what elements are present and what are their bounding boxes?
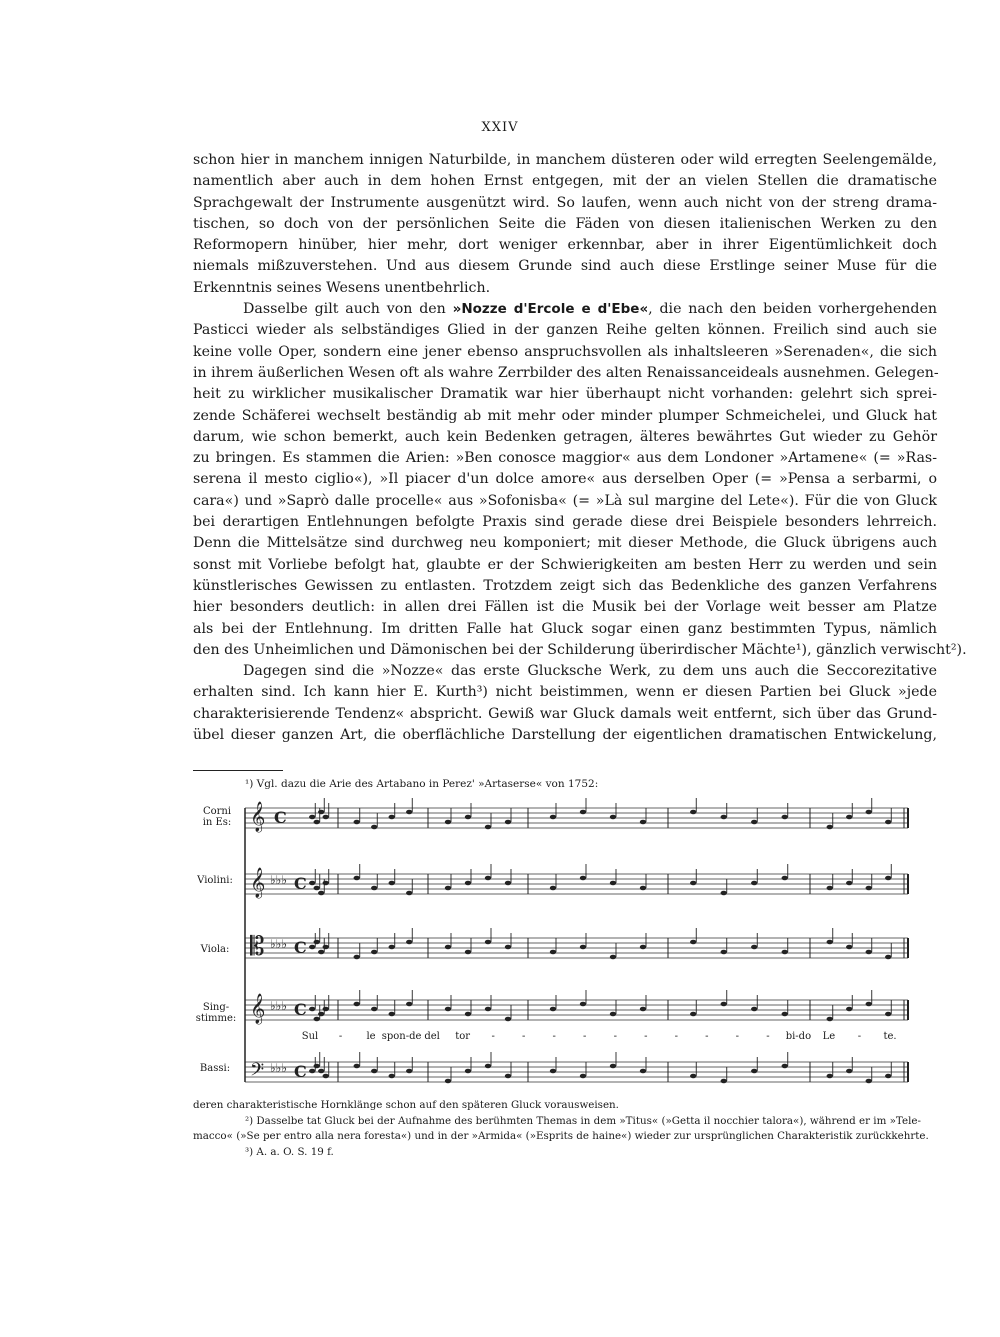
note-head [445, 1079, 451, 1084]
music-score [190, 790, 950, 1090]
note-head [354, 1002, 360, 1007]
note-head [751, 881, 757, 886]
text-line: zu bringen. Es stammen die Arien: »Ben conosce maggior« aus dem Londoner »Artamene« (= »Ras- [193, 450, 937, 467]
text-line: übel dieser ganzen Art, die oberflächliche Darstellung der eigentlichen dramatischen Entwickelung, [193, 727, 937, 744]
note-head [485, 876, 491, 881]
text-line: keine volle Oper, sondern eine jener ebenso anspruchsvollen als inhaltsleeren »Serenaden«, die sich [193, 343, 937, 360]
note-head [354, 876, 360, 881]
note-head [389, 815, 395, 820]
note-head [354, 1064, 360, 1069]
lyric-syllable: - [552, 1031, 556, 1042]
lyric-syllable: - [766, 1031, 770, 1042]
note-head [866, 810, 872, 815]
lyric-syllable: - [491, 1031, 495, 1042]
note-head [885, 1074, 891, 1079]
note-head [610, 955, 616, 960]
note-head [465, 815, 471, 820]
note-head [690, 940, 696, 945]
text-segment: Dasselbe gilt auch von den [243, 301, 453, 318]
note-head [371, 950, 377, 955]
note-head [866, 1079, 872, 1084]
note-head [406, 810, 412, 815]
note-head [314, 940, 320, 945]
note-head [371, 1069, 377, 1074]
note-head [580, 810, 586, 815]
note-head [406, 1069, 412, 1074]
note-head [465, 881, 471, 886]
note-head [751, 820, 757, 825]
paragraph-1 [193, 150, 937, 299]
key-signature: ♭♭♭ [270, 1061, 287, 1075]
note-head [550, 815, 556, 820]
stave-labels [196, 806, 237, 1074]
staff-system [245, 801, 908, 1085]
note-head [465, 950, 471, 955]
text-line: Reformopern hinüber, hier mehr, dort weniger erkennbar, aber in ihrer Eigentümlichkeit doch [193, 237, 937, 254]
note-head [885, 876, 891, 881]
time-signature: C [274, 808, 287, 827]
note-head [445, 1007, 451, 1012]
lyric-syllable: - [674, 1031, 679, 1042]
note-head [371, 1007, 377, 1012]
note-head [406, 891, 412, 896]
note-head [485, 1007, 491, 1012]
note-head [323, 881, 329, 886]
text-line: cara«) und »Saprò dalle procelle« aus »Sofonisba« (= »Là sul margine del Lete«). Für die von Gluck [193, 492, 937, 509]
note-head [866, 1002, 872, 1007]
note-head [846, 815, 852, 820]
note-head [309, 1069, 315, 1074]
lyric-syllable: - [521, 1031, 526, 1042]
stave-label-corni: Corni [202, 806, 232, 817]
note-head [550, 886, 556, 891]
stave-label-bassi: Bassi: [199, 1063, 231, 1074]
lyrics [302, 1031, 897, 1042]
opera-title: »Nozze d'Ercole e d'Ebe« [452, 301, 649, 318]
note-head [323, 1074, 329, 1079]
time-signature: C [294, 1000, 307, 1019]
note-head [721, 815, 727, 820]
text-line: bei derartigen Entlehnungen befolgte Praxis sind gerade diese drei Beispiele besonders lehrreich. [193, 514, 937, 531]
note-head [389, 1012, 395, 1017]
note-head [309, 945, 315, 950]
note-head [580, 876, 586, 881]
lyric-syllable: - [735, 1031, 740, 1042]
note-head [318, 1012, 324, 1017]
text-line: als bei der Entlehnung. Im dritten Falle hat Gluck sogar einen ganz bestimmten Typus, nämlich [193, 620, 937, 637]
lyric-syllable: - [857, 1031, 862, 1042]
note-head [314, 820, 320, 825]
note-head [846, 881, 852, 886]
note-head [690, 810, 696, 815]
lyric-syllable: - [644, 1031, 648, 1042]
note-head [690, 1074, 696, 1079]
note-head [309, 815, 315, 820]
lyric-syllable: del [424, 1031, 440, 1042]
note-head [640, 1069, 646, 1074]
note-head [885, 820, 891, 825]
note-head [318, 810, 324, 815]
text-line: Dagegen sind die »Nozze« das erste Glucksche Werk, zu dem uns auch die Seccorezitative [243, 663, 937, 680]
note-head [827, 825, 833, 830]
note-head [485, 1064, 491, 1069]
note-head [389, 945, 395, 950]
note-head [309, 881, 315, 886]
note-head [354, 820, 360, 825]
lyric-syllable: le [366, 1031, 376, 1042]
text-segment: , die nach den beiden vorhergehenden [648, 301, 937, 318]
time-signature: C [294, 1062, 307, 1081]
text-line: serena il mesto ciglio«), »Il piacer d'un dolce amore« aus derselben Oper (= »Pensa a serbarmi, o [193, 471, 937, 488]
text-line: künstlerisches Gewissen zu entlasten. Trotzdem zeigt sich das Bedenkliche des ganzen Verfahrens [193, 577, 937, 594]
note-head [846, 1007, 852, 1012]
text-line: Denn die Mittelsätze sind durchweg neu komponiert; mit dieser Methode, die Gluck übrigens auch [193, 535, 937, 552]
note-head [827, 886, 833, 891]
lyric-syllable: - [613, 1031, 617, 1042]
note-head [318, 891, 324, 896]
note-head [580, 1074, 586, 1079]
note-head [318, 950, 324, 955]
text-line: tischen, so doch von der persönlichen Seite die Fäden von diesen italienischen Werken zu den [193, 215, 937, 232]
time-signature: C [294, 938, 307, 957]
note-head [465, 1069, 471, 1074]
stave-label-singstimme: Sing- [202, 1002, 230, 1013]
note-head [782, 1064, 788, 1069]
note-head [485, 825, 491, 830]
stave-label-viola: Viola: [200, 944, 230, 955]
lyric-syllable: - [583, 1031, 587, 1042]
lyric-syllable: Sul [301, 1031, 319, 1042]
note-head [751, 1007, 757, 1012]
note-head [550, 1007, 556, 1012]
note-head [782, 815, 788, 820]
note-head [371, 825, 377, 830]
note-head [505, 945, 511, 950]
note-head [721, 1079, 727, 1084]
text-line: erhalten sind. Ich kann hier E. Kurth³) nicht beistimmen, wenn er diesen Partien bei Gluck »jede [193, 684, 937, 701]
note-head [445, 820, 451, 825]
note-head [550, 950, 556, 955]
note-head [690, 881, 696, 886]
note-head [406, 940, 412, 945]
note-head [580, 945, 586, 950]
alto-clef: 𝄡 [250, 932, 265, 962]
text-line: in ihrem äußerlichen Wesen oft als wahre Zerrbilder des alten Renaissanceideals ausnehmen. Gelegen- [193, 364, 939, 381]
text-line: charakterisierende Tendenz« abspricht. Gewiß war Gluck damals weit entfernt, sich über das Grund- [193, 705, 937, 722]
note-head [827, 940, 833, 945]
note-head [827, 1074, 833, 1079]
note-head [445, 945, 451, 950]
note-head [866, 950, 872, 955]
footnotes [193, 1098, 937, 1160]
key-signature: ♭♭♭ [270, 873, 287, 887]
treble-clef: 𝄞 [250, 802, 266, 832]
note-head [505, 1074, 511, 1079]
note-head [782, 1012, 788, 1017]
note-head [389, 881, 395, 886]
text-line: Erkenntnis seines Wesens unentbehrlich. [193, 279, 491, 296]
key-signature: ♭♭♭ [270, 999, 287, 1013]
note-head [318, 1069, 324, 1074]
note-head [640, 1007, 646, 1012]
text-line: heit zu wirklicher musikalischer Dramatik war hier überhaupt nicht vorhanden: gelehrt sich sprei- [193, 386, 937, 403]
note-head [782, 950, 788, 955]
paragraph-2 [193, 299, 967, 661]
lyric-syllable: Le [822, 1031, 836, 1042]
note-head [323, 945, 329, 950]
note-head [580, 1002, 586, 1007]
note-head [610, 881, 616, 886]
note-head [610, 1064, 616, 1069]
note-head [505, 820, 511, 825]
text-line: schon hier in manchem innigen Naturbilde, in manchem düsteren oder wild erregten Seelengemälde, [193, 152, 937, 168]
note-head [505, 881, 511, 886]
stave-label-violini: Violini: [197, 875, 233, 886]
text-line [193, 299, 937, 320]
lyric-syllable: - [338, 1031, 343, 1042]
treble-clef: 𝄞 [250, 994, 266, 1024]
note-head [550, 1069, 556, 1074]
note-head [721, 1002, 727, 1007]
time-signature: C [294, 874, 307, 893]
text-line: sonst mit Vorliebe befolgt hat, glaubte er der Schwierigkeiten am besten Herr zu werden und sein [193, 556, 937, 573]
note-head [445, 886, 451, 891]
footnote-1-intro: ¹) Vgl. dazu die Arie des Artabano in Perez' »Artaserse« von 1752: [245, 778, 599, 790]
text-line: zende Schäferei wechselt beständig ab mit mehr oder minder plumper Schmeichelei, und Gluck hat [193, 407, 937, 424]
footnote-2: ²) Dasselbe tat Gluck bei der Aufnahme des berühmten Themas in dem »Titus« (»Getta il nocchier talora«), während er im »Tele- [245, 1114, 921, 1127]
text-line: den des Unheimlichen und Dämonischen bei der Schilderung überirdischer Mächte¹), gänzlich verwischt²). [193, 641, 967, 658]
note-head [751, 1069, 757, 1074]
note-head [323, 1007, 329, 1012]
note-head [610, 1012, 616, 1017]
lyric-syllable: bi-do [785, 1031, 812, 1042]
footnote-3: ³) A. a. O. S. 19 f. [245, 1145, 334, 1158]
note-head [721, 950, 727, 955]
text-line: niemals mißzuverstehen. Und aus diesem Grunde sind auch diese Erstlinge seiner Muse für die [193, 258, 937, 275]
note-head [314, 1017, 320, 1022]
note-head [640, 945, 646, 950]
note-head [827, 1017, 833, 1022]
note-head [640, 886, 646, 891]
lyric-syllable: spon-de [381, 1031, 422, 1042]
note-head [406, 1002, 412, 1007]
note-head [885, 1012, 891, 1017]
note-head [782, 876, 788, 881]
text-line: darum, wie schon bemerkt, auch kein Bedenken getragen, älteres bewährtes Gut wieder zu Gehör [193, 428, 937, 445]
lyric-syllable: te. [883, 1031, 897, 1042]
text-line: namentlich aber auch in dem hohen Ernst entgegen, mit der an vielen Stellen die dramatische [193, 173, 937, 190]
note-head [846, 1069, 852, 1074]
note-head [885, 955, 891, 960]
note-head [640, 820, 646, 825]
note-head [721, 891, 727, 896]
footnote-rule [193, 770, 283, 771]
body-text [193, 150, 967, 746]
paragraph-3 [193, 661, 937, 746]
bass-clef: 𝄢 [250, 1060, 265, 1085]
note-head [314, 886, 320, 891]
note-head [323, 815, 329, 820]
note-head [866, 886, 872, 891]
footnote-2-continuation: macco« (»Se per entro alla nera foresta«) und in der »Armida« (»Esprits de haine«) wieder zur ursprünglichen Charakteristik zurückkehrte. [193, 1130, 929, 1143]
key-signature: ♭♭♭ [270, 937, 287, 951]
page-number: XXIV [481, 120, 519, 135]
note-head [485, 940, 491, 945]
text-line: Pasticci wieder als selbständiges Glied in der ganzen Reihe gelten können. Freilich sind auch sie [193, 322, 937, 339]
note-head [610, 815, 616, 820]
note-head [465, 1012, 471, 1017]
stave-label-corni-key: in Es: [202, 817, 232, 828]
text-line: Sprachgewalt der Instrumente ausgenützt wird. So laufen, wenn auch nicht von der streng drama- [193, 194, 937, 211]
note-head [846, 945, 852, 950]
lyric-syllable: tor [455, 1031, 471, 1042]
text-line: hier besonders deutlich: in allen drei Fällen ist die Musik bei der Vorlage weit besser am Platze [193, 599, 937, 616]
note-head [505, 1017, 511, 1022]
stave-label-singstimme-2: stimme: [195, 1013, 237, 1024]
note-head [354, 955, 360, 960]
treble-clef: 𝄞 [250, 868, 266, 898]
lyric-syllable: - [705, 1031, 709, 1042]
note-head [371, 886, 377, 891]
note-head [751, 945, 757, 950]
note-head [314, 1064, 320, 1069]
note-head [309, 1007, 315, 1012]
note-head [389, 1074, 395, 1079]
footnote-1-continuation: deren charakteristische Hornklänge schon auf den späteren Gluck vorausweisen. [193, 1099, 619, 1111]
note-head [690, 1012, 696, 1017]
